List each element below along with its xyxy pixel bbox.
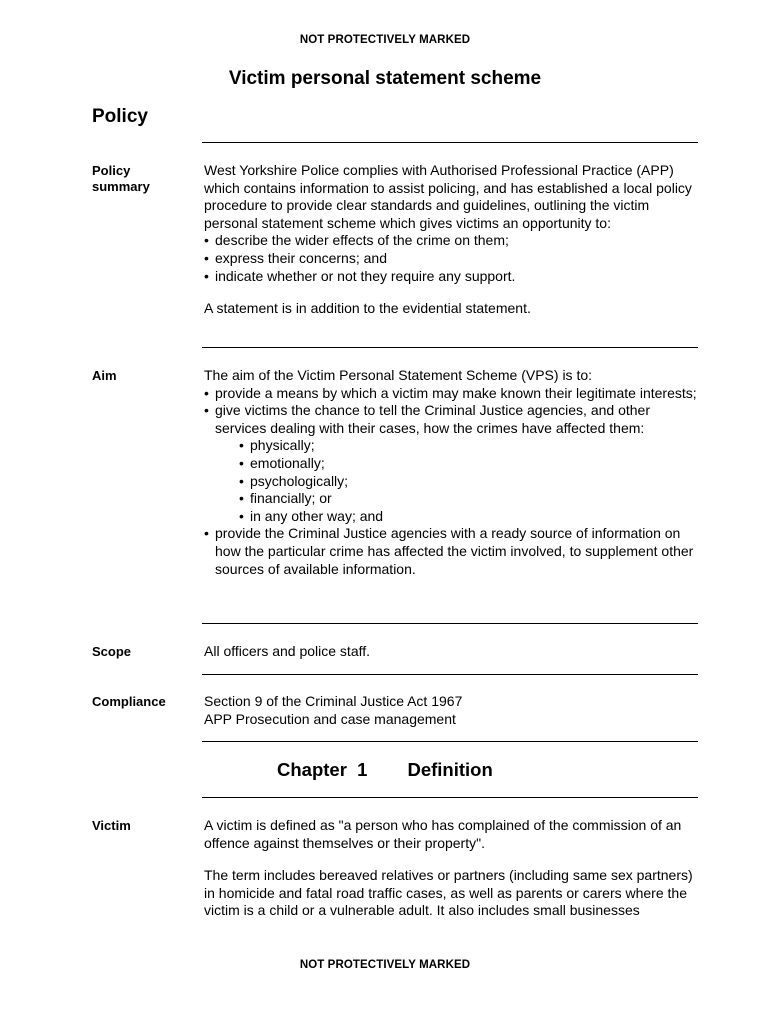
list-item: • describe the wider effects of the crime on them; (204, 232, 700, 250)
divider (202, 623, 698, 624)
aim-label: Aim (92, 368, 117, 383)
list-item (204, 402, 700, 525)
compliance-content (204, 693, 700, 728)
list-item: • in any other way; and (239, 508, 700, 526)
protective-marking-header: NOT PROTECTIVELY MARKED (299, 34, 471, 46)
victim-label: Victim (92, 818, 131, 833)
policy-summary-content (204, 162, 700, 318)
scope-label: Scope (92, 644, 132, 659)
list-item-text: give victims the chance to tell the Criminal Justice agencies, and other services dealing with their cases, how the crimes have affected them: (215, 402, 650, 436)
list-item: • express their concerns; and (204, 250, 700, 268)
list-item: • physically; (239, 437, 700, 455)
policy-summary-label (92, 163, 192, 195)
policy-summary-intro: West Yorkshire Police complies with Authorised Professional Practice (APP) which contains information to assist policing, and has established a local policy procedure to provide clear standards and guidelines, outlining the victim personal statement scheme which gives victims an opportunity to: (204, 162, 692, 231)
divider (202, 674, 698, 675)
policy-summary-label-line1: Policy (92, 163, 131, 178)
section-heading-policy: Policy (92, 106, 148, 127)
list-item: • provide a means by which a victim may make known their legitimate interests; (204, 385, 700, 403)
policy-summary-bullets (204, 232, 700, 285)
divider (202, 142, 698, 143)
list-item: • provide the Criminal Justice agencies with a ready source of information on how the particular crime has affected the victim involved, to supplement other sources of available information. (204, 525, 700, 578)
list-item: • financially; or (239, 490, 700, 508)
protective-marking-footer: NOT PROTECTIVELY MARKED (299, 959, 471, 971)
victim-scope-paragraph: The term includes bereaved relatives or partners (including same sex partners) in homicide and fatal road traffic cases, as well as parents or carers where the victim is a child or a vulnerable adult. It also includes small businesses (204, 867, 693, 919)
divider (202, 347, 698, 348)
aim-bullets (204, 385, 700, 579)
policy-summary-note: A statement is in addition to the evidential statement. (204, 300, 531, 317)
chapter-number: Chapter 1 (277, 759, 368, 780)
compliance-line2: APP Prosecution and case management (204, 710, 456, 727)
list-item: • indicate whether or not they require any support. (204, 268, 700, 286)
list-item: • emotionally; (239, 455, 700, 473)
scope-content (204, 643, 700, 661)
chapter-title: Definition (407, 759, 493, 780)
document-title: Victim personal statement scheme (228, 68, 542, 89)
list-item: • psychologically; (239, 473, 700, 491)
victim-content (204, 817, 700, 920)
aim-intro: The aim of the Victim Personal Statement Scheme (VPS) is to: (204, 367, 593, 383)
chapter-heading (277, 759, 493, 781)
scope-text: All officers and police staff. (204, 643, 371, 659)
aim-content (204, 367, 700, 578)
divider (202, 741, 698, 742)
victim-definition: A victim is defined as "a person who has complained of the commission of an offence against themselves or their property". (204, 817, 682, 851)
policy-summary-label-line2: summary (92, 179, 150, 194)
aim-sub-bullets (215, 437, 700, 525)
compliance-line1: Section 9 of the Criminal Justice Act 1967 (204, 693, 463, 709)
divider (202, 797, 698, 798)
compliance-label: Compliance (92, 694, 166, 709)
